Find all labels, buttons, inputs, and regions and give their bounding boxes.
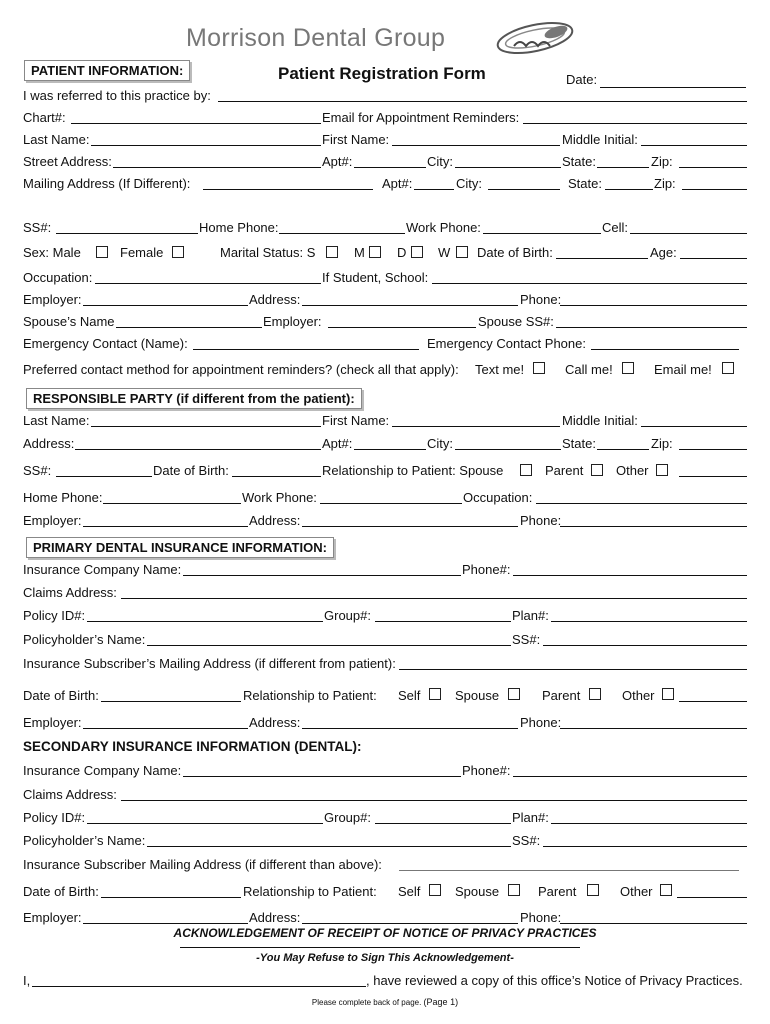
rp-ss-field[interactable] [56,463,152,477]
pi-employer-field[interactable] [83,715,248,729]
cell-field[interactable] [630,220,747,234]
marital-w-checkbox[interactable] [456,246,468,258]
pi-claims-label: Claims Address: [23,585,117,600]
emergency-phone-label: Emergency Contact Phone: [427,336,586,351]
tooth-logo-icon [490,18,580,58]
pi-group-label: Group#: [324,608,371,623]
rp-middle-initial-field[interactable] [641,413,747,427]
patient-info-heading: PATIENT INFORMATION: [24,60,190,81]
pi-policy-label: Policy ID#: [23,608,86,623]
si-employer-field[interactable] [83,910,248,924]
mailing-zip-field[interactable] [682,176,747,190]
rp-emp-address-label: Address: [249,513,301,528]
pi-ss-field[interactable] [543,632,747,646]
rp-zip-field[interactable] [679,436,747,450]
si-dob-label: Date of Birth: [23,884,99,899]
email-me-label: Email me! [654,362,712,377]
si-holder-field[interactable] [147,833,511,847]
ss-label: SS#: [23,220,52,235]
acknowledgement-heading: ACKNOWLEDGEMENT OF RECEIPT OF NOTICE OF PRIVACY PRACTICES [173,926,597,940]
rp-apt-field[interactable] [354,436,426,450]
chart-field[interactable] [71,110,321,124]
rp-address-field[interactable] [75,436,321,450]
mailing-field[interactable] [203,176,373,190]
rp-city-field[interactable] [455,436,561,450]
occupation-label: Occupation: [23,270,93,285]
si-self-checkbox[interactable] [429,884,441,896]
si-phone-field[interactable] [513,763,747,777]
si-emp-phone-field[interactable] [560,910,747,924]
si-parent-checkbox[interactable] [587,884,599,896]
home-phone-field[interactable] [279,220,405,234]
occupation-field[interactable] [95,270,321,284]
si-claims-field[interactable] [121,787,747,801]
secondary-insurance-heading: SECONDARY INSURANCE INFORMATION (DENTAL): [23,739,362,754]
rp-work-phone-label: Work Phone: [242,490,317,505]
brand-logo-text: Morrison Dental Group [186,24,446,52]
pi-company-field[interactable] [183,562,461,576]
mailing-apt-label: Apt#: [382,176,413,191]
age-label: Age: [650,245,677,260]
rp-dob-label: Date of Birth: [153,463,229,478]
si-spouse-label: Spouse [455,884,500,899]
rp-emp-address-field[interactable] [302,513,518,527]
rp-last-name-field[interactable] [91,413,321,427]
rp-city-label: City: [427,436,453,451]
rp-state-field[interactable] [597,436,649,450]
si-phone-label: Phone#: [462,763,511,778]
date-field[interactable] [600,74,746,88]
spouse-name-field[interactable] [116,314,262,328]
si-group-field[interactable] [375,810,511,824]
spouse-ss-label: Spouse SS#: [478,314,554,329]
text-me-checkbox[interactable] [533,362,545,374]
pi-employer-label: Employer: [23,715,82,730]
rp-home-phone-label: Home Phone: [23,490,103,505]
pi-dob-label: Date of Birth: [23,688,99,703]
rp-zip-label: Zip: [651,436,673,451]
si-other-checkbox[interactable] [660,884,672,896]
first-name-label: First Name: [322,132,390,147]
employer-phone-field[interactable] [560,292,747,306]
email-label: Email for Appointment Reminders: [322,110,520,125]
text-me-label: Text me! [475,362,525,377]
si-policy-field[interactable] [87,810,323,824]
footer-complete-note: Please complete back of page. [311,998,422,1007]
middle-initial-label: Middle Initial: [562,132,638,147]
preferred-contact-label: Preferred contact method for appointment reminders? (check all that apply): [23,362,459,377]
si-plan-field[interactable] [551,810,747,824]
zip-label: Zip: [651,154,673,169]
rp-apt-label: Apt#: [322,436,353,451]
pi-parent-label: Parent [542,688,581,703]
pi-ss-label: SS#: [512,632,541,647]
pi-phone-field[interactable] [513,562,747,576]
marital-d-label: D [397,245,407,260]
employer-address-field[interactable] [302,292,518,306]
pi-subscriber-address-field[interactable] [399,656,747,670]
marital-m-checkbox[interactable] [369,246,381,258]
si-emp-phone-label: Phone: [520,910,562,925]
pi-claims-field[interactable] [121,585,747,599]
ack-statement: , have reviewed a copy of this office’s Notice of Privacy Practices. [366,973,743,988]
call-me-label: Call me! [565,362,613,377]
date-label: Date: [566,72,598,87]
spouse-ss-field[interactable] [556,314,747,328]
rp-dob-field[interactable] [232,463,321,477]
si-ss-field[interactable] [543,833,747,847]
pi-spouse-checkbox[interactable] [508,688,520,700]
email-me-checkbox[interactable] [722,362,734,374]
pi-group-field[interactable] [375,608,511,622]
si-relationship-label: Relationship to Patient: [243,884,377,899]
pi-self-label: Self [398,688,421,703]
email-field[interactable] [523,110,747,124]
ack-i-label: I, [23,973,31,988]
footer-note [0,997,770,1007]
dob-field[interactable] [556,245,648,259]
responsible-party-heading: RESPONSIBLE PARTY (if different from the patient): [26,388,362,409]
sex-female-checkbox[interactable] [172,246,184,258]
rp-first-name-label: First Name: [322,413,390,428]
sex-male-checkbox[interactable] [96,246,108,258]
sex-label: Sex: Male [23,245,81,260]
si-claims-label: Claims Address: [23,787,117,802]
si-ss-label: SS#: [512,833,541,848]
rp-parent-label: Parent [545,463,584,478]
marital-m-label: M [354,245,365,260]
si-dob-field[interactable] [101,884,241,898]
pi-address-label: Address: [249,715,301,730]
pi-holder-label: Policyholder’s Name: [23,632,146,647]
si-policy-label: Policy ID#: [23,810,86,825]
pi-self-checkbox[interactable] [429,688,441,700]
si-self-label: Self [398,884,421,899]
ack-name-field[interactable] [32,973,366,987]
female-label: Female [120,245,164,260]
mailing-state-field[interactable] [605,176,653,190]
mailing-city-label: City: [456,176,482,191]
rp-employer-field[interactable] [83,513,248,527]
pi-relationship-label: Relationship to Patient: [243,688,377,703]
si-company-label: Insurance Company Name: [23,763,182,778]
rp-occupation-label: Occupation: [463,490,533,505]
pi-phone-label: Phone#: [462,562,511,577]
si-holder-label: Policyholder’s Name: [23,833,146,848]
page-title: Patient Registration Form [278,64,486,83]
rp-occupation-field[interactable] [536,490,747,504]
call-me-checkbox[interactable] [622,362,634,374]
zip-field[interactable] [679,154,747,168]
si-other-field[interactable] [677,884,747,898]
employer-phone-label: Phone: [520,292,562,307]
employer-address-label: Address: [249,292,301,307]
si-address-label: Address: [249,910,301,925]
spouse-name-label: Spouse’s Name [23,314,115,329]
street-field[interactable] [113,154,321,168]
spouse-employer-label: Employer: [263,314,322,329]
si-spouse-checkbox[interactable] [508,884,520,896]
student-field[interactable] [432,270,747,284]
employer-field[interactable] [83,292,248,306]
primary-insurance-heading: PRIMARY DENTAL INSURANCE INFORMATION: [26,537,334,558]
rp-parent-checkbox[interactable] [591,464,603,476]
mailing-zip-label: Zip: [654,176,676,191]
acknowledgement-divider [180,947,580,948]
first-name-field[interactable] [392,132,560,146]
emergency-name-label: Emergency Contact (Name): [23,336,188,351]
pi-company-label: Insurance Company Name: [23,562,182,577]
cell-label: Cell: [602,220,629,235]
state-field[interactable] [597,154,649,168]
rp-home-phone-field[interactable] [103,490,241,504]
age-field[interactable] [680,245,747,259]
si-parent-label: Parent [538,884,577,899]
apt-field[interactable] [354,154,426,168]
marital-s-checkbox[interactable] [326,246,338,258]
marital-w-label: W [438,245,451,260]
pi-dob-field[interactable] [101,688,241,702]
mailing-state-label: State: [568,176,602,191]
mailing-apt-field[interactable] [414,176,454,190]
middle-initial-field[interactable] [641,132,747,146]
referred-field[interactable] [218,88,747,102]
last-name-field[interactable] [91,132,321,146]
pi-other-label: Other [622,688,655,703]
si-plan-label: Plan#: [512,810,549,825]
pi-address-field[interactable] [302,715,518,729]
pi-holder-field[interactable] [147,632,511,646]
pi-subscriber-address-label: Insurance Subscriber’s Mailing Address (if different from patient): [23,656,396,671]
si-address-field[interactable] [302,910,518,924]
si-subscriber-address-field[interactable] [399,857,739,871]
mailing-label: Mailing Address (If Different): [23,176,191,191]
rp-ss-label: SS#: [23,463,52,478]
rp-phone-label: Phone: [520,513,562,528]
rp-phone-field[interactable] [560,513,747,527]
last-name-label: Last Name: [23,132,90,147]
rp-relationship-label: Relationship to Patient: Spouse [322,463,504,478]
page-number: (Page 1) [423,997,459,1007]
rp-first-name-field[interactable] [392,413,560,427]
emergency-name-field[interactable] [193,336,419,350]
city-field[interactable] [455,154,561,168]
si-group-label: Group#: [324,810,371,825]
street-label: Street Address: [23,154,112,169]
pi-emp-phone-label: Phone: [520,715,562,730]
rp-employer-label: Employer: [23,513,82,528]
work-phone-field[interactable] [483,220,601,234]
apt-label: Apt#: [322,154,353,169]
rp-other-field[interactable] [679,463,747,477]
emergency-phone-field[interactable] [591,336,739,350]
referred-label: I was referred to this practice by: [23,88,211,103]
pi-other-field[interactable] [679,688,747,702]
rp-state-label: State: [562,436,596,451]
si-employer-label: Employer: [23,910,82,925]
employer-label: Employer: [23,292,82,307]
pi-spouse-label: Spouse [455,688,500,703]
state-label: State: [562,154,596,169]
mailing-city-field[interactable] [488,176,560,190]
pi-emp-phone-field[interactable] [560,715,747,729]
refuse-note: -You May Refuse to Sign This Acknowledgement- [256,952,514,964]
pi-policy-field[interactable] [87,608,323,622]
rp-middle-initial-label: Middle Initial: [562,413,638,428]
si-other-label: Other [620,884,653,899]
spouse-employer-field[interactable] [328,314,476,328]
marital-label: Marital Status: S [220,245,316,260]
home-phone-label: Home Phone: [199,220,279,235]
si-company-field[interactable] [183,763,461,777]
chart-label: Chart#: [23,110,66,125]
rp-address-label: Address: [23,436,75,451]
pi-plan-field[interactable] [551,608,747,622]
rp-last-name-label: Last Name: [23,413,90,428]
pi-parent-checkbox[interactable] [589,688,601,700]
rp-spouse-checkbox[interactable] [520,464,532,476]
city-label: City: [427,154,453,169]
dob-label: Date of Birth: [477,245,553,260]
pi-other-checkbox[interactable] [662,688,674,700]
rp-work-phone-field[interactable] [320,490,462,504]
rp-other-checkbox[interactable] [656,464,668,476]
student-label: If Student, School: [322,270,429,285]
marital-d-checkbox[interactable] [411,246,423,258]
work-phone-label: Work Phone: [406,220,481,235]
si-subscriber-address-label: Insurance Subscriber Mailing Address (if different than above): [23,857,382,872]
ss-field[interactable] [56,220,198,234]
pi-plan-label: Plan#: [512,608,549,623]
rp-other-label: Other [616,463,649,478]
